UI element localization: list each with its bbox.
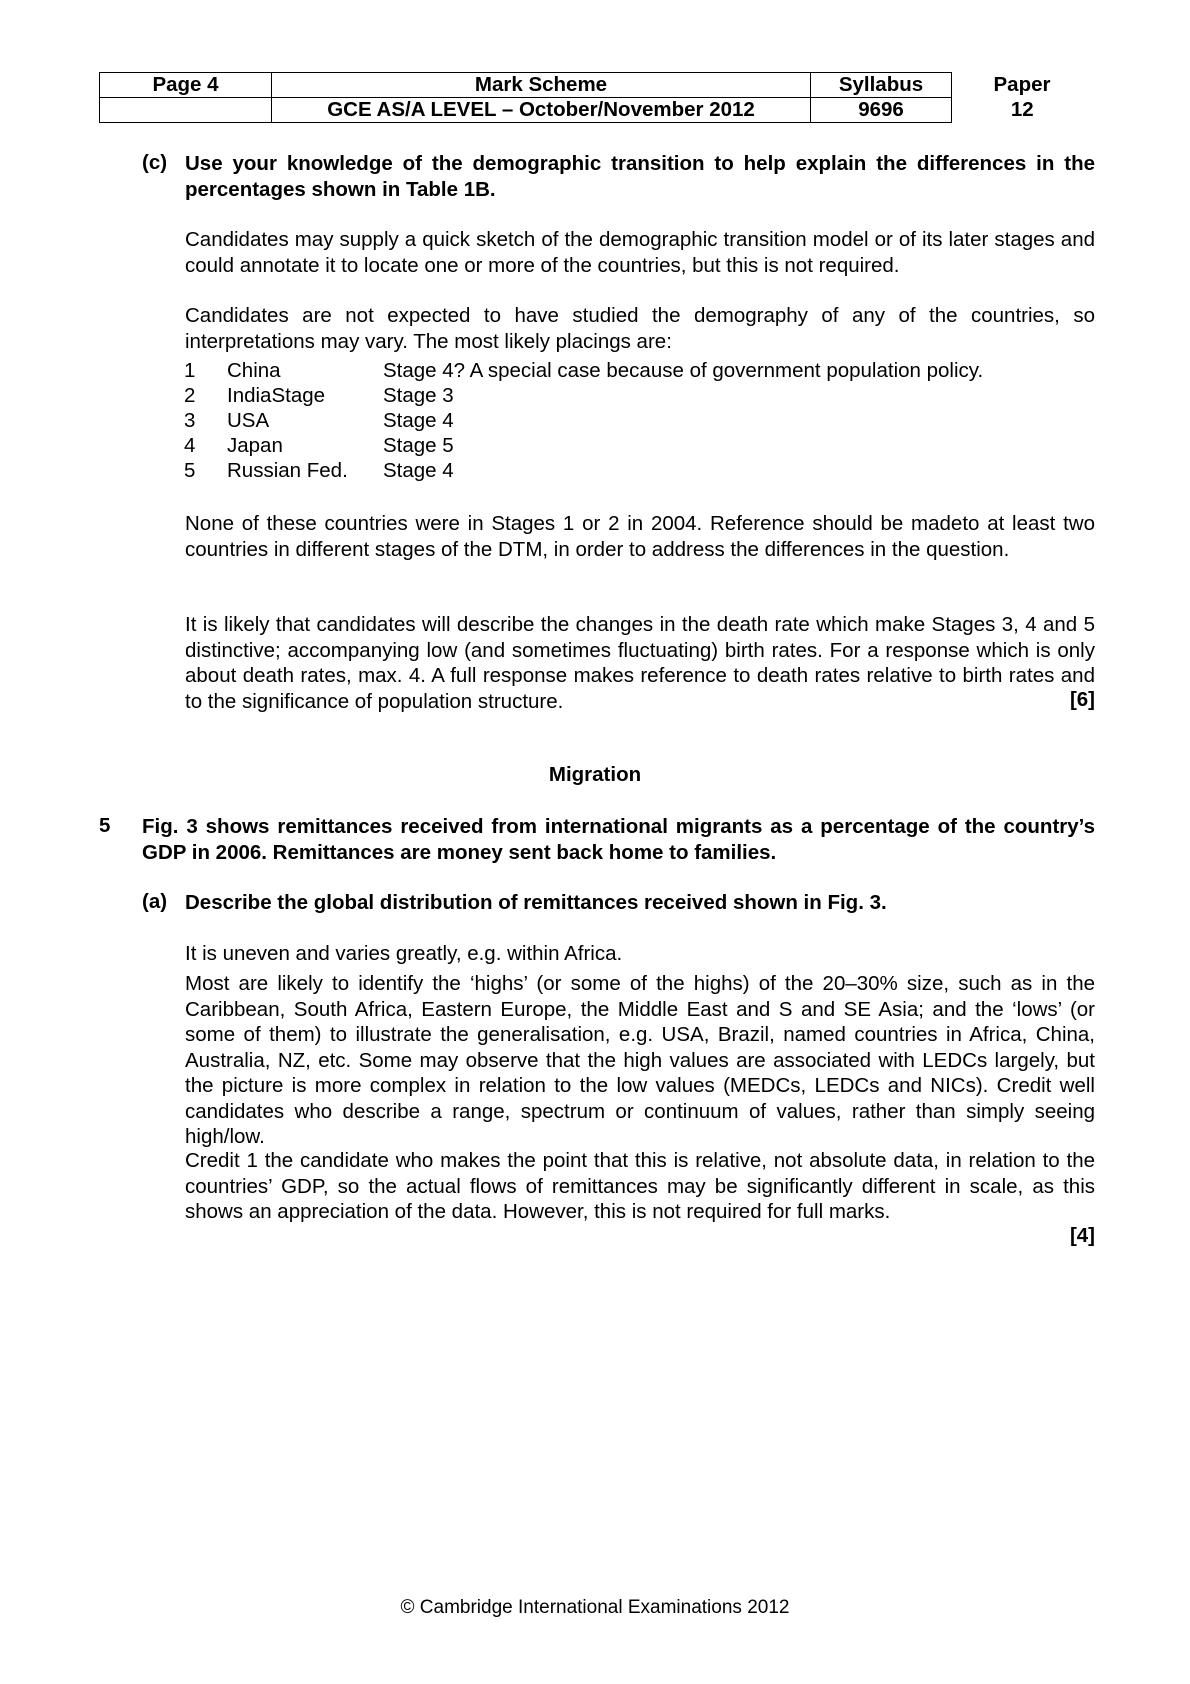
header-paper-number: 12 bbox=[1010, 98, 1034, 121]
header-syllabus-label: Syllabus bbox=[811, 73, 952, 98]
part-a-para-3: Credit 1 the candidate who makes the point that this is relative, not absolute data, in relation to the countries’ GDP, so the actual flows of remittances may be significantly different in scale, as this shows an appreciation of the data. However, this is not required for full marks. bbox=[185, 1149, 1095, 1223]
header-paper-label: Paper bbox=[993, 73, 1051, 96]
part-c-para-2: Candidates are not expected to have studied the demography of any of the countries, so interpretations may vary. The most likely placings are: bbox=[185, 304, 1095, 353]
header-qualification: GCE AS/A LEVEL – October/November 2012 bbox=[272, 98, 811, 123]
part-c-para-4 bbox=[185, 612, 1095, 714]
part-c-question: Use your knowledge of the demographic transition to help explain the differences in the percentages shown in Table 1B. bbox=[185, 152, 1095, 201]
part-a-label: (a) bbox=[142, 890, 168, 913]
question-5-number: 5 bbox=[99, 814, 111, 837]
part-a-para-1: It is uneven and varies greatly, e.g. within Africa. bbox=[185, 942, 623, 965]
part-c-para-3: None of these countries were in Stages 1 or 2 in 2004. Reference should be madeto at least two countries in different stages of the DTM, in order to address the differences in the question. bbox=[185, 512, 1095, 561]
part-c-label: (c) bbox=[142, 151, 168, 174]
part-a-para-2: Most are likely to identify the ‘highs’ (or some of the highs) of the 20–30% size, such as in the Caribbean, South Africa, Eastern Europe, the Middle East and S and SE Asia; and the ‘lows’ (or some of them) to illustrate the generalisation, e.g. USA, Brazil, named countries in Africa, China, Australia, NZ, etc. Some may observe that the high values are associated with LEDCs largely, but the picture is more complex in relation to the low values (MEDCs, LEDCs and NICs). Credit well candidates who describe a range, spectrum or continuum of values, rather than simply seeing high/low. bbox=[185, 972, 1095, 1148]
copyright-footer: © Cambridge International Examinations 2012 bbox=[400, 1597, 790, 1618]
header-syllabus-code: 9696 bbox=[811, 98, 952, 123]
header-empty-cell bbox=[100, 98, 272, 123]
section-heading: Migration bbox=[548, 763, 642, 786]
part-a-marks: [4] bbox=[1069, 1224, 1095, 1247]
part-c-para-4-text: It is likely that candidates will describe the changes in the death rate which make Stages 3, 4 and 5 distinctive; accompanying low (and sometimes fluctuating) birth rates. For a response which is only about death rates, max. 4. A full response makes reference to death rates relative to birth rates and to the significance of population structure. bbox=[185, 613, 1095, 713]
header-page: Page 4 bbox=[100, 73, 272, 98]
header-title: Mark Scheme bbox=[272, 73, 811, 98]
header-table bbox=[99, 72, 1093, 123]
question-5-text: Fig. 3 shows remittances received from international migrants as a percentage of the country’s GDP in 2006. Remittances are money sent back home to families. bbox=[142, 815, 1095, 864]
part-c-marks: [6] bbox=[1069, 688, 1095, 711]
part-a-question: Describe the global distribution of remittances received shown in Fig. 3. bbox=[185, 891, 887, 914]
part-c-para-1: Candidates may supply a quick sketch of the demographic transition model or of its later stages and could annotate it to locate one or more of the countries, but this is not required. bbox=[185, 228, 1095, 277]
